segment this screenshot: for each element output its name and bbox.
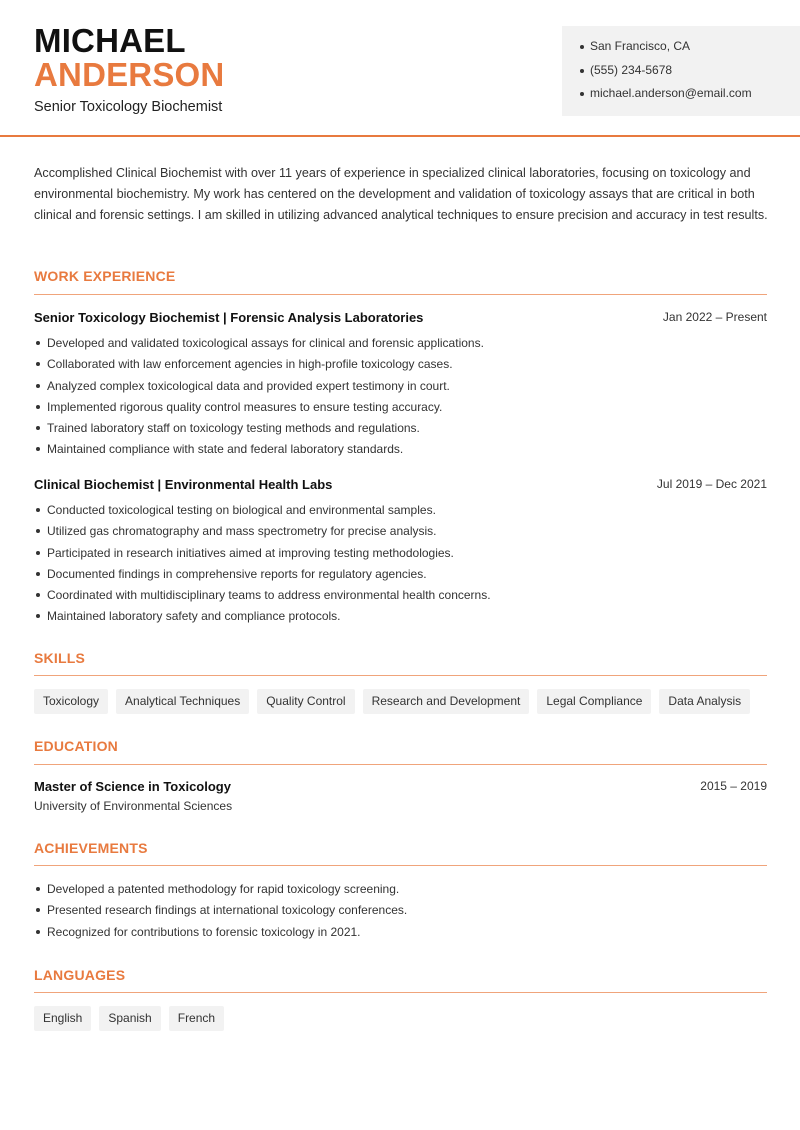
list-item: Analyzed complex toxicological data and provided expert testimony in court. xyxy=(34,377,767,398)
job-header xyxy=(34,477,767,495)
list-item: Collaborated with law enforcement agencies in high-profile toxicology cases. xyxy=(34,355,767,376)
list-item: Maintained laboratory safety and compliance protocols. xyxy=(34,607,767,628)
skill-tag: Analytical Techniques xyxy=(116,689,249,714)
job-bullets xyxy=(34,334,767,462)
skill-tag: Toxicology xyxy=(34,689,108,714)
list-item: Utilized gas chromatography and mass spectrometry for precise analysis. xyxy=(34,522,767,543)
languages-list xyxy=(34,1006,224,1031)
skill-tag: Data Analysis xyxy=(659,689,750,714)
first-name: MICHAEL xyxy=(34,22,186,59)
list-item: Trained laboratory staff on toxicology testing methods and regulations. xyxy=(34,419,767,440)
edu-years: 2015 – 2019 xyxy=(700,779,767,793)
resume-header xyxy=(0,0,800,137)
section-title-languages: LANGUAGES xyxy=(34,967,126,983)
list-item: Recognized for contributions to forensic toxicology in 2021. xyxy=(34,923,767,944)
job-bullets xyxy=(34,501,767,629)
section-title-work: WORK EXPERIENCE xyxy=(34,268,176,284)
job-title: Senior Toxicology Biochemist xyxy=(34,99,223,115)
section-title-achievements: ACHIEVEMENTS xyxy=(34,840,148,856)
contact-email[interactable]: michael.anderson@email.com xyxy=(578,83,800,107)
list-item: Developed a patented methodology for rapid toxicology screening. xyxy=(34,880,767,901)
list-item: Implemented rigorous quality control measures to ensure testing accuracy. xyxy=(34,398,767,419)
summary: Accomplished Clinical Biochemist with over 11 years of experience in specialized clinical laboratories, focusing on toxicology and environmental biochemistry. My work has centered on the development and validation of toxicology assays that are critical in both clinical and forensic settings. I am skilled in utilizing advanced analytical techniques to ensure precision and accuracy in test results. xyxy=(34,166,768,222)
skills-list xyxy=(34,689,750,714)
language-tag: French xyxy=(169,1006,224,1031)
skill-tag: Quality Control xyxy=(257,689,354,714)
contact-phone: (555) 234-5678 xyxy=(578,60,800,84)
job-role: Senior Toxicology Biochemist | Forensic Analysis Laboratories xyxy=(34,310,424,325)
contact-location: San Francisco, CA xyxy=(578,36,800,60)
job-dates: Jul 2019 – Dec 2021 xyxy=(656,477,767,491)
language-tag: English xyxy=(34,1006,91,1031)
job-header xyxy=(34,310,767,328)
section-divider xyxy=(34,294,767,295)
edu-degree: Master of Science in Toxicology xyxy=(34,779,231,794)
section-divider xyxy=(34,865,767,866)
section-divider xyxy=(34,992,767,993)
list-item: Maintained compliance with state and federal laboratory standards. xyxy=(34,440,767,461)
achievements-list xyxy=(34,880,767,944)
job-role: Clinical Biochemist | Environmental Health Labs xyxy=(34,477,333,492)
section-title-skills: SKILLS xyxy=(34,650,85,666)
edu-school: University of Environmental Sciences xyxy=(34,799,233,813)
section-divider xyxy=(34,764,767,765)
list-item: Coordinated with multidisciplinary teams to address environmental health concerns. xyxy=(34,586,767,607)
language-tag: Spanish xyxy=(99,1006,160,1031)
contact-box xyxy=(562,26,800,116)
list-item: Conducted toxicological testing on biological and environmental samples. xyxy=(34,501,767,522)
list-item: Documented findings in comprehensive reports for regulatory agencies. xyxy=(34,565,767,586)
job-dates: Jan 2022 – Present xyxy=(662,310,767,324)
skill-tag: Research and Development xyxy=(363,689,530,714)
list-item: Participated in research initiatives aimed at improving testing methodologies. xyxy=(34,544,767,565)
section-divider xyxy=(34,675,767,676)
last-name: ANDERSON xyxy=(34,56,225,93)
section-title-education: EDUCATION xyxy=(34,738,118,754)
skill-tag: Legal Compliance xyxy=(537,689,651,714)
list-item: Developed and validated toxicological assays for clinical and forensic applications. xyxy=(34,334,767,355)
list-item: Presented research findings at international toxicology conferences. xyxy=(34,901,767,922)
